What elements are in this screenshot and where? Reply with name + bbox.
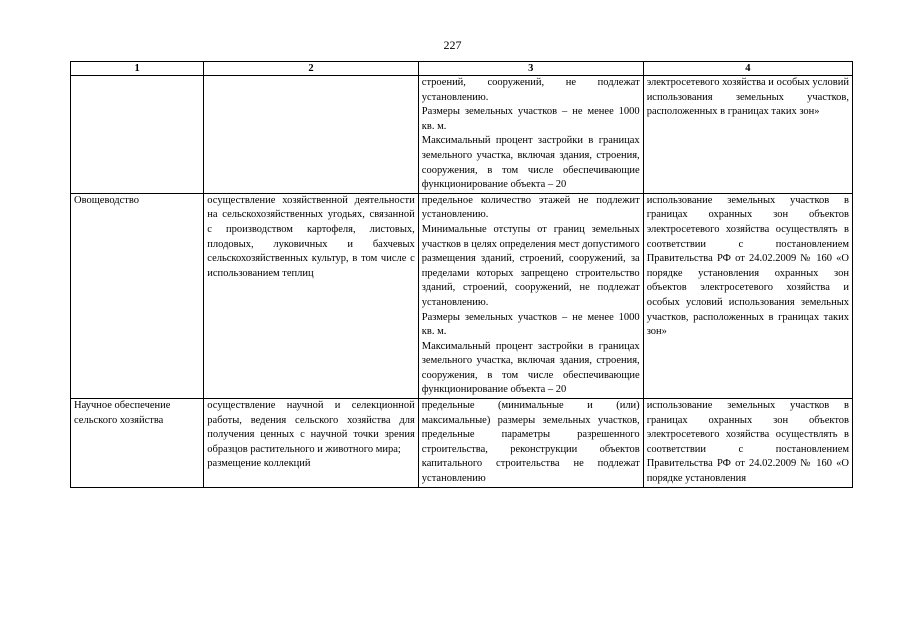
use-type-cell: Научное обеспечение сельского хозяйства <box>71 399 204 488</box>
land-use-table <box>70 61 853 488</box>
parameters-paragraph: предельные (минимальные и (или) максимальные) размеры земельных участков, предельные параметры разрешенного строительства, реконструкции объектов капитального строительства не подлежат установлению <box>421 400 640 485</box>
column-header-1: 1 <box>71 62 204 76</box>
parameters-cell <box>418 76 643 194</box>
table-header-row <box>71 62 853 76</box>
parameters-paragraph: предельное количество этажей не подлежит установлению. <box>421 194 640 221</box>
parameters-paragraph: строений, сооружений, не подлежат установлению. <box>421 77 640 103</box>
use-description-paragraph: осуществление хозяйственной деятельности на сельскохозяйственных угодьях, связанной с производством картофеля, листовых, плодовых, луковичных и бахчевых сельскохозяйственных культур, в том числе с использованием теплиц <box>207 194 415 279</box>
use-description-cell <box>204 193 419 398</box>
use-description-paragraph: размещение коллекций <box>207 458 311 470</box>
use-description-cell <box>204 399 419 488</box>
parameters-cell <box>418 399 643 488</box>
use-description-paragraph: осуществление научной и селекционной работы, ведения сельского хозяйства для получения ценных с научной точки зрения образцов растительного и животного мира; <box>207 400 415 455</box>
restrictions-paragraph: использование земельных участков в границах охранных зон объектов электросетевого хозяйства осуществлять в соответствии с постановлением Правительства РФ от 24.02.2009 № 160 «О порядке установления охранных зон объектов электросетевого хозяйства и особых условий использования земельных участков, расположенных в границах таких зон» <box>646 194 849 338</box>
restrictions-cell <box>643 193 852 398</box>
parameters-cell <box>418 193 643 398</box>
table-row <box>71 399 853 488</box>
page-number: 227 <box>443 38 462 52</box>
use-description-cell <box>204 76 419 194</box>
column-header-2: 2 <box>204 62 419 76</box>
use-type-cell: Овощеводство <box>71 193 204 398</box>
parameters-paragraph: Максимальный процент застройки в границах земельного участка, включая здания, строения, сооружения, в том числе обеспечивающие функционирование объекта – 20 <box>421 340 640 396</box>
restrictions-cell <box>643 399 852 488</box>
parameters-paragraph: Размеры земельных участков – не менее 1000 кв. м. <box>421 106 640 132</box>
restrictions-paragraph: электросетевого хозяйства и особых условий использования земельных участков, расположенных в границах таких зон» <box>646 77 849 118</box>
restrictions-paragraph: использование земельных участков в границах охранных зон объектов электросетевого хозяйства осуществлять в соответствии с постановлением Правительства РФ от 24.02.2009 № 160 «О порядке установления <box>646 400 849 485</box>
restrictions-cell <box>643 76 852 194</box>
column-header-3: 3 <box>418 62 643 76</box>
parameters-paragraph: Размеры земельных участков – не менее 1000 кв. м. <box>421 311 640 338</box>
parameters-paragraph: Минимальные отступы от границ земельных участков в целях определения мест допустимого размещения зданий, строений, сооружений, за пределами которых запрещено строительство зданий, строений, сооружений, не подлежат установлению. <box>421 223 640 308</box>
table-row <box>71 193 853 398</box>
use-type-cell <box>71 76 204 194</box>
table-row <box>71 76 853 194</box>
column-header-4: 4 <box>643 62 852 76</box>
parameters-paragraph: Максимальный процент застройки в границах земельного участка, включая здания, строения, сооружения, в том числе обеспечивающие функционирование объекта – 20 <box>421 135 640 191</box>
